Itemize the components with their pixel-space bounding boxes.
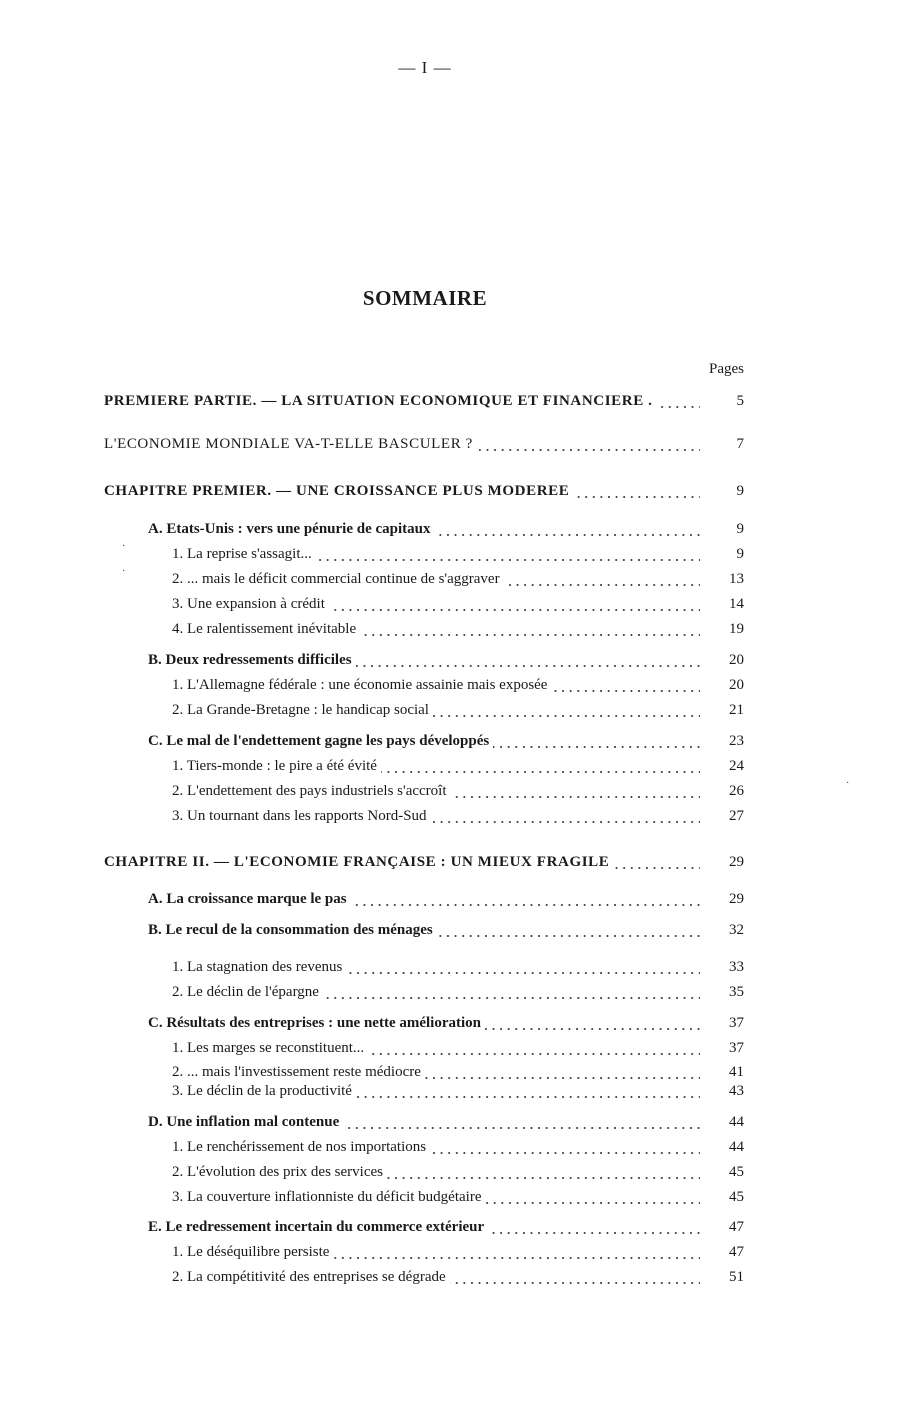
toc-entry-label: 1. La reprise s'assagit... <box>172 546 316 562</box>
toc-entry-page: 26 <box>729 783 744 799</box>
toc-heading <box>0 852 916 872</box>
toc-subsection <box>0 544 916 564</box>
toc-entry-page: 9 <box>736 483 744 499</box>
toc-entry-label: E. Le redressement incertain du commerce extérieur <box>148 1219 488 1235</box>
toc-entry-title <box>104 852 700 872</box>
toc-entry-label: B. Deux redressements difficiles <box>148 652 356 668</box>
toc-entry-title <box>104 481 700 501</box>
toc-entry-title <box>172 544 700 564</box>
toc-entry-label: 2. L'évolution des prix des services <box>172 1164 387 1180</box>
toc-heading <box>0 391 916 411</box>
toc-section <box>0 889 916 909</box>
toc-entry-title <box>172 1137 700 1157</box>
toc-entry-label: 2. L'endettement des pays industriels s'accroît <box>172 783 451 799</box>
toc-heading <box>0 481 916 501</box>
toc-entry-label: 3. Le déclin de la productivité <box>172 1083 356 1099</box>
toc-entry-page: 33 <box>729 959 744 975</box>
toc-entry-title <box>172 1162 700 1182</box>
toc-subsection <box>0 781 916 801</box>
toc-entry-title <box>148 519 700 539</box>
toc-entry-page: 29 <box>729 854 744 870</box>
toc-subsection <box>0 1187 916 1207</box>
toc-entry-label: D. Une inflation mal contenue <box>148 1114 343 1130</box>
toc-entry-title <box>172 594 700 614</box>
toc-entry-title <box>172 569 700 589</box>
toc-entry-page: 32 <box>729 922 744 938</box>
toc-entry-title <box>172 806 700 826</box>
toc-entry-title <box>148 920 700 940</box>
toc-entry-label: 2. La compétitivité des entreprises se dégrade <box>172 1269 450 1285</box>
toc-entry-label: 1. Le renchérissement de nos importations <box>172 1139 430 1155</box>
toc-section <box>0 650 916 670</box>
stray-dot: · <box>122 541 126 552</box>
toc-subsection <box>0 619 916 639</box>
toc-entry-title <box>172 982 700 1002</box>
toc-entry-label: 3. La couverture inflationniste du déficit budgétaire <box>172 1189 485 1205</box>
toc-subsection <box>0 1267 916 1287</box>
pages-column-header: Pages <box>709 361 744 377</box>
toc-subsection <box>0 675 916 695</box>
toc-entry-page: 43 <box>729 1083 744 1099</box>
page-number: — I — <box>398 58 452 77</box>
toc-section <box>0 1013 916 1033</box>
toc-subsection <box>0 756 916 776</box>
toc-entry-title <box>172 700 700 720</box>
toc-entry-page: 20 <box>729 677 744 693</box>
toc-entry-label: 2. La Grande-Bretagne : le handicap social <box>172 702 433 718</box>
toc-entry-title <box>104 434 700 454</box>
toc-section <box>0 1112 916 1132</box>
toc-entry-label: 2. ... mais l'investissement reste médiocre <box>172 1064 425 1080</box>
toc-entry-title <box>172 1081 700 1101</box>
toc-entry-label: A. Etats-Unis : vers une pénurie de capitaux <box>148 521 435 537</box>
toc-entry-title <box>172 619 700 639</box>
toc-entry-label: 1. Tiers-monde : le pire a été évité <box>172 758 381 774</box>
toc-entry-label: C. Résultats des entreprises : une nette amélioration <box>148 1015 485 1031</box>
toc-entry-page: 47 <box>729 1219 744 1235</box>
toc-subsection <box>0 957 916 977</box>
toc-subsection <box>0 1162 916 1182</box>
toc-entry-label: 1. Les marges se reconstituent... <box>172 1040 368 1056</box>
toc-entry-page: 7 <box>736 436 744 452</box>
toc-entry-page: 21 <box>729 702 744 718</box>
toc-entry-title <box>172 957 700 977</box>
stray-dot: · <box>846 778 850 789</box>
toc-entry-title <box>148 731 700 751</box>
toc-entry-label: CHAPITRE II. — L'ECONOMIE FRANÇAISE : UN MIEUX FRAGILE <box>104 854 613 870</box>
toc-entry-page: 23 <box>729 733 744 749</box>
toc-entry-page: 5 <box>736 393 744 409</box>
toc-entry-label: 1. L'Allemagne fédérale : une économie assainie mais exposée <box>172 677 551 693</box>
toc-entry-page: 24 <box>729 758 744 774</box>
toc-entry-page: 37 <box>729 1015 744 1031</box>
toc-section <box>0 731 916 751</box>
toc-entry-title <box>172 1038 700 1058</box>
toc-heading <box>0 434 916 454</box>
toc-subsection <box>0 1242 916 1262</box>
toc-entry-label: 1. La stagnation des revenus <box>172 959 346 975</box>
toc-section <box>0 1217 916 1237</box>
toc-entry-page: 9 <box>736 521 744 537</box>
toc-entry-title <box>172 1242 700 1262</box>
toc-entry-page: 41 <box>729 1064 744 1080</box>
toc-entry-title <box>172 1187 700 1207</box>
toc-section <box>0 920 916 940</box>
toc-entry-title <box>172 675 700 695</box>
toc-entry-page: 35 <box>729 984 744 1000</box>
toc-subsection <box>0 1038 916 1058</box>
toc-subsection <box>0 569 916 589</box>
toc-entry-title <box>104 391 700 411</box>
toc-entry-label: L'ECONOMIE MONDIALE VA-T-ELLE BASCULER ? <box>104 436 477 452</box>
toc-entry-page: 45 <box>729 1164 744 1180</box>
toc-entry-title <box>172 781 700 801</box>
toc-subsection <box>0 1137 916 1157</box>
toc-entry-page: 37 <box>729 1040 744 1056</box>
toc-entry-page: 51 <box>729 1269 744 1285</box>
toc-entry-label: C. Le mal de l'endettement gagne les pays développés <box>148 733 493 749</box>
toc-entry-title <box>148 1013 700 1033</box>
toc-entry-title <box>148 889 700 909</box>
toc-subsection <box>0 1081 916 1101</box>
toc-subsection <box>0 594 916 614</box>
toc-entry-label: 1. Le déséquilibre persiste <box>172 1244 333 1260</box>
toc-entry-page: 9 <box>736 546 744 562</box>
toc-entry-title <box>148 650 700 670</box>
toc-entry-title <box>148 1112 700 1132</box>
toc-entry-title <box>172 756 700 776</box>
toc-entry-page: 19 <box>729 621 744 637</box>
toc-entry-label: 2. ... mais le déficit commercial continue de s'aggraver <box>172 571 504 587</box>
toc-entry-label: 4. Le ralentissement inévitable <box>172 621 360 637</box>
toc-entry-page: 44 <box>729 1114 744 1130</box>
page-title: SOMMAIRE <box>362 286 488 310</box>
toc-section <box>0 519 916 539</box>
toc-entry-label: 2. Le déclin de l'épargne <box>172 984 323 1000</box>
toc-entry-label: 3. Un tournant dans les rapports Nord-Sud <box>172 808 431 824</box>
toc-subsection <box>0 806 916 826</box>
toc-subsection <box>0 1062 916 1082</box>
toc-entry-page: 45 <box>729 1189 744 1205</box>
toc-entry-label: A. La croissance marque le pas <box>148 891 351 907</box>
toc-entry-page: 13 <box>729 571 744 587</box>
toc-subsection <box>0 982 916 1002</box>
toc-entry-title <box>148 1217 700 1237</box>
toc-subsection <box>0 700 916 720</box>
toc-entry-label: PREMIERE PARTIE. — LA SITUATION ECONOMIQUE ET FINANCIERE . <box>104 393 657 409</box>
toc-entry-page: 44 <box>729 1139 744 1155</box>
toc-entry-page: 47 <box>729 1244 744 1260</box>
toc-entry-page: 14 <box>729 596 744 612</box>
toc-entry-title <box>172 1267 700 1287</box>
stray-dot: · <box>122 566 126 577</box>
toc-entry-page: 27 <box>729 808 744 824</box>
toc-entry-page: 29 <box>729 891 744 907</box>
toc-entry-page: 20 <box>729 652 744 668</box>
toc-entry-label: CHAPITRE PREMIER. — UNE CROISSANCE PLUS MODEREE <box>104 483 573 499</box>
toc-entry-title <box>172 1062 700 1082</box>
toc-entry-label: 3. Une expansion à crédit <box>172 596 329 612</box>
toc-entry-label: B. Le recul de la consommation des ménages <box>148 922 437 938</box>
